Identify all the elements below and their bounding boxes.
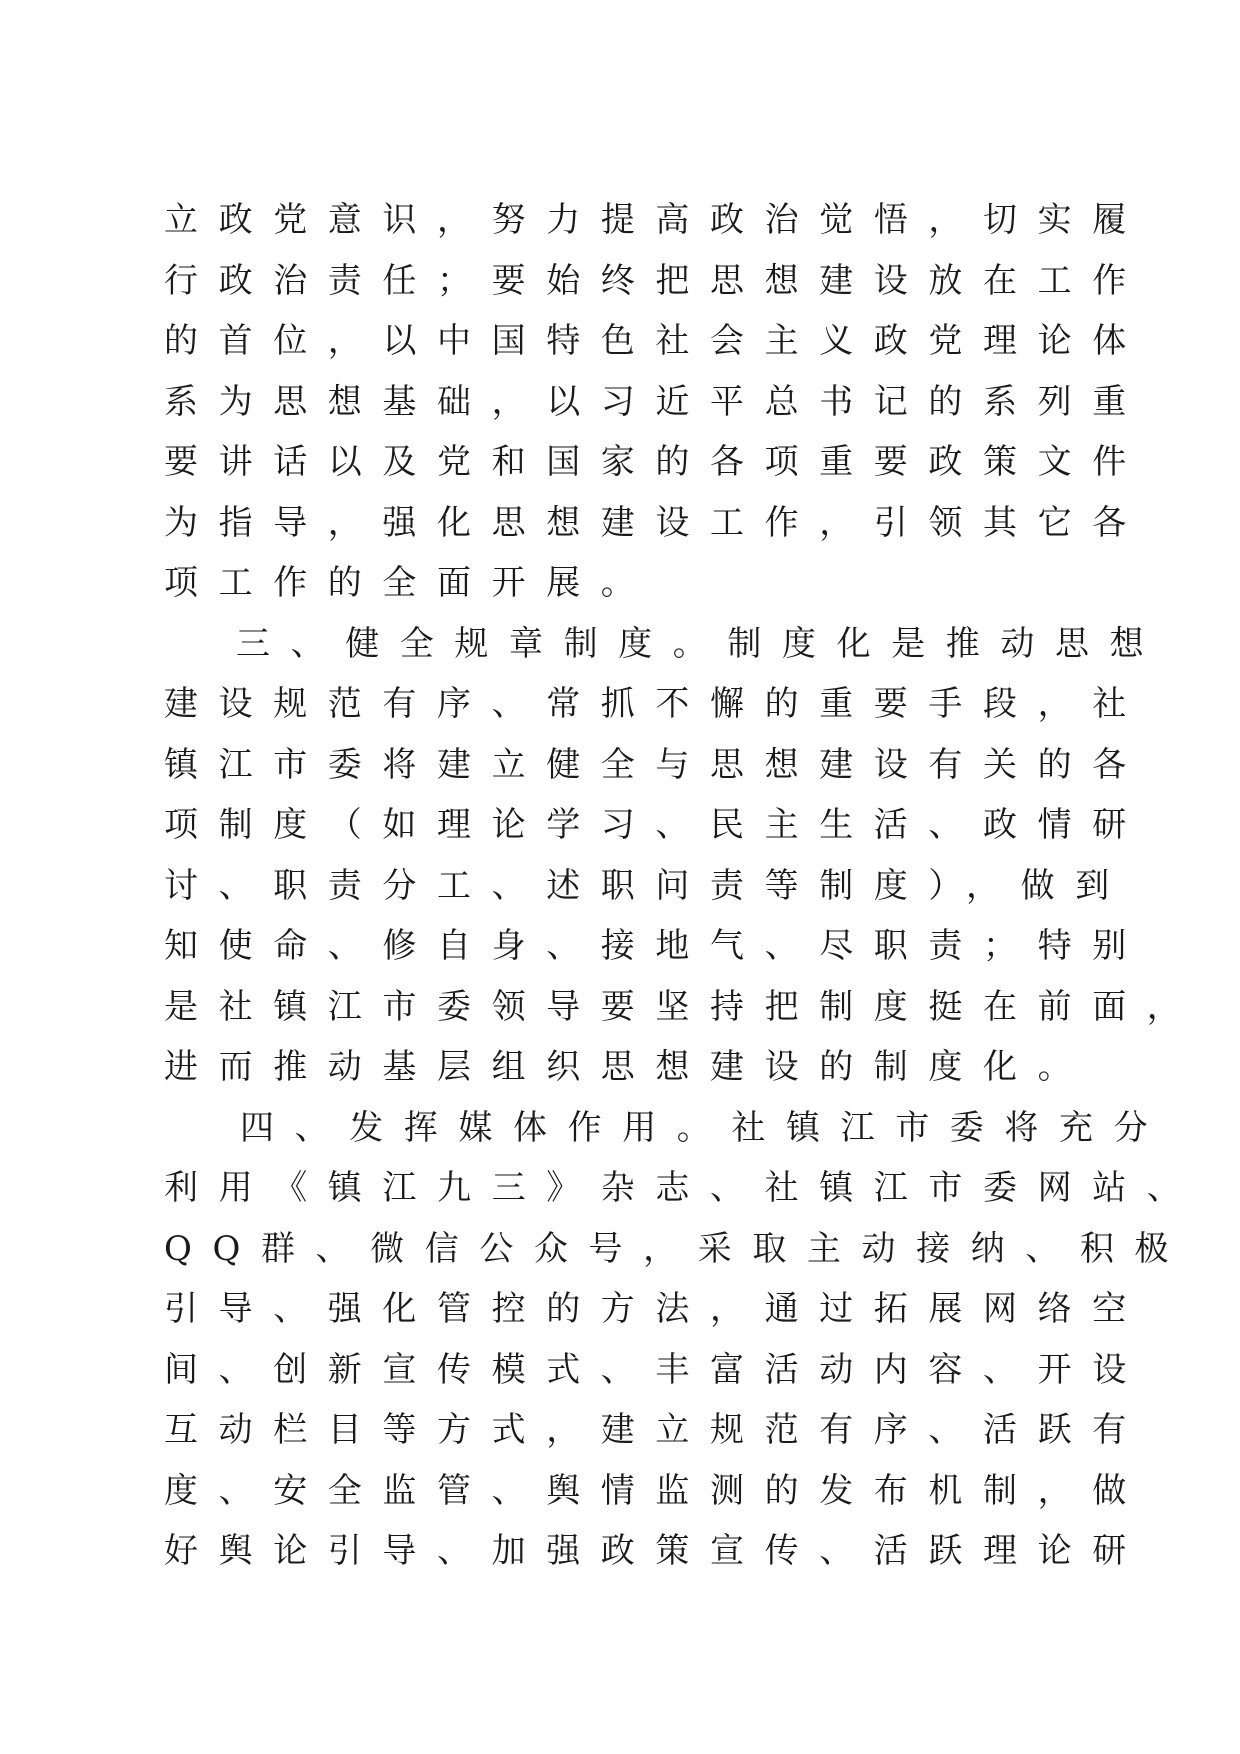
text-line: 是社镇江市委领导要坚持把制度挺在前面，	[164, 986, 1202, 1027]
text-line: 为指导，强化思想建设工作，引领其它各	[164, 502, 1147, 543]
text-line: 要讲话以及党和国家的各项重要政策文件	[164, 442, 1147, 482]
section-heading-line: 四、发挥媒体作用。社镇江市委将充分	[240, 1107, 1169, 1148]
section-heading-line: 三、健全规章制度。制度化是推动思想	[236, 623, 1165, 664]
text-line: 项制度（如理论学习、民主生活、政情研	[164, 805, 1147, 845]
text-line: 引导、强化管控的方法，通过拓展网络空	[164, 1289, 1147, 1329]
text-line: QQ群、微信公众号，采取主动接纳、积极	[164, 1228, 1190, 1269]
text-line: 间、创新宣传模式、丰富活动内容、开设	[164, 1349, 1147, 1390]
text-line: 进而推动基层组织思想建设的制度化。	[164, 1047, 1093, 1087]
text-line: 知使命、修自身、接地气、尽职责；特别	[164, 926, 1147, 966]
text-line: 互动栏目等方式，建立规范有序、活跃有	[164, 1410, 1147, 1450]
text-line: 项工作的全面开展。	[164, 563, 656, 603]
body-text	[164, 190, 1202, 1582]
text-line: 行政治责任；要始终把思想建设放在工作	[164, 260, 1147, 301]
text-line: 建设规范有序、常抓不懈的重要手段，社	[164, 684, 1147, 724]
text-line: 镇江市委将建立健全与思想建设有关的各	[164, 744, 1147, 785]
text-line: 好舆论引导、加强政策宣传、活跃理论研	[164, 1531, 1147, 1571]
text-line: 立政党意识，努力提高政治觉悟，切实履	[164, 200, 1147, 240]
text-line: 讨、职责分工、述职问责等制度），做到	[164, 865, 1130, 906]
text-line: 利用《镇江九三》杂志、社镇江市委网站、	[164, 1168, 1202, 1208]
text-line: 的首位，以中国特色社会主义政党理论体	[164, 321, 1147, 361]
text-line: 系为思想基础，以习近平总书记的系列重	[164, 381, 1147, 422]
text-line: 度、安全监管、舆情监测的发布机制，做	[164, 1470, 1147, 1511]
